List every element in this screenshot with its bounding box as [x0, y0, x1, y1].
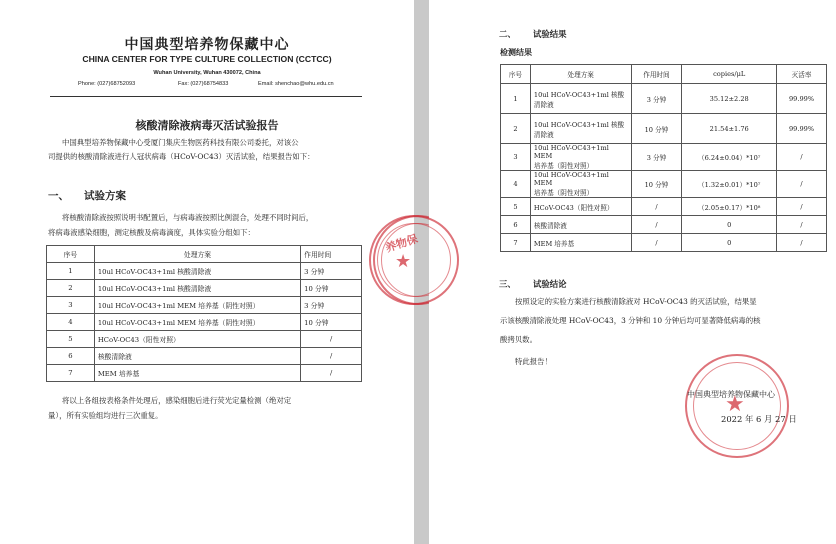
cell-line: 10ul HCoV-OC43+1ml MEM — [533, 144, 609, 160]
table-cell: 10 分钟 — [631, 114, 682, 144]
table-row — [47, 365, 362, 382]
table-cell: 0 — [682, 216, 777, 234]
cell-line: 10ul HCoV-OC43+1ml 核酸 — [533, 120, 625, 129]
table-header-cell: 序号 — [501, 65, 531, 84]
table-cell: / — [777, 234, 827, 252]
table-cell: 6 — [47, 348, 95, 365]
results-subheading: 检测结果 — [500, 48, 532, 57]
table-cell — [530, 84, 631, 114]
table-header-cell: 灭活率 — [777, 65, 827, 84]
table-cell: HCoV-OC43（阳性对照） — [530, 198, 631, 216]
table-cell: 核酸清除液 — [530, 216, 631, 234]
org-name-cn: 中国典型培养物保藏中心 — [124, 37, 290, 53]
report-page-2 — [429, 0, 836, 544]
official-seal-signature — [685, 354, 789, 458]
table-cell: 35.12±2.28 — [682, 84, 777, 114]
org-email: Email: shenchao@whu.edu.cn — [258, 81, 334, 87]
header-divider — [50, 96, 362, 97]
table-header-cell: 处理方案 — [530, 65, 631, 84]
table-header-cell: 作用时间 — [301, 246, 362, 263]
table-row — [501, 84, 827, 114]
table-cell: / — [777, 198, 827, 216]
table-cell: / — [777, 171, 827, 198]
org-phone: Phone: (027)68752093 — [78, 81, 136, 87]
table-cell: 10ul HCoV-OC43+1ml MEM 培养基（阴性对照） — [94, 314, 300, 331]
cell-line: 清除液 — [533, 130, 554, 139]
official-seal-right-half — [369, 215, 459, 305]
table-cell: / — [631, 216, 682, 234]
cell-line: 10ul HCoV-OC43+1ml MEM — [533, 171, 609, 187]
table-cell: 1 — [501, 84, 531, 114]
seal-text: 养物保 — [383, 232, 420, 255]
conclusion-line-1: 按照设定的实验方案进行核酸清除液对 HCoV-OC43 的灭活试验，结果显 — [515, 297, 757, 306]
section-3-heading: 试验结论 — [533, 279, 567, 289]
table-cell: 3 分钟 — [301, 297, 362, 314]
table-cell: 3 分钟 — [631, 84, 682, 114]
table-cell: 5 — [47, 331, 95, 348]
results-table — [500, 64, 827, 252]
org-address: Wuhan University, Wuhan 430072, China — [153, 70, 261, 76]
section-2-heading: 试验结果 — [533, 29, 567, 39]
table-cell: 5 — [501, 198, 531, 216]
table-row — [501, 114, 827, 144]
table-cell: 1 — [47, 263, 95, 280]
table-cell: 10 分钟 — [631, 171, 682, 198]
section-3-number: 三、 — [499, 279, 516, 289]
table-cell: 3 — [501, 144, 531, 171]
test-plan-table — [46, 245, 362, 382]
table-cell: 10ul HCoV-OC43+1ml MEM 培养基（阴性对照） — [94, 297, 300, 314]
table-cell: / — [631, 234, 682, 252]
table-row — [47, 348, 362, 365]
table-cell: 3 分钟 — [301, 263, 362, 280]
section-1-after-line-1: 将以上各组按表格条件处理后，感染细胞后进行荧光定量检测（绝对定 — [62, 396, 292, 405]
table-cell: MEM 培养基 — [94, 365, 300, 382]
table-cell: / — [301, 348, 362, 365]
org-fax: Fax: (027)68754833 — [178, 81, 229, 87]
table-cell: 10ul HCoV-OC43+1ml 核酸清除液 — [94, 280, 300, 297]
seal-star-icon: ★ — [725, 392, 745, 417]
seal-star-icon: ★ — [395, 251, 412, 272]
table-cell: （6.24±0.04）*10⁷ — [682, 144, 777, 171]
table-cell: 99.99% — [777, 114, 827, 144]
table-row — [47, 263, 362, 280]
table-row — [501, 144, 827, 171]
table-cell: 3 — [47, 297, 95, 314]
table-header-cell: 处理方案 — [94, 246, 300, 263]
table-header-cell: copies/μL — [682, 65, 777, 84]
table-row — [501, 171, 827, 198]
table-header-cell: 序号 — [47, 246, 95, 263]
table-cell: 6 — [501, 216, 531, 234]
table-cell — [530, 114, 631, 144]
table-cell: 7 — [47, 365, 95, 382]
table-cell: / — [777, 144, 827, 171]
table-cell: 核酸清除液 — [94, 348, 300, 365]
table-row — [47, 297, 362, 314]
table-cell: / — [777, 216, 827, 234]
table-row — [501, 198, 827, 216]
cell-line: 10ul HCoV-OC43+1ml 核酸 — [533, 90, 625, 99]
conclusion-line-3: 酸拷贝数。 — [500, 335, 537, 344]
table-header-cell: 作用时间 — [631, 65, 682, 84]
table-cell — [530, 171, 631, 198]
table-cell: 2 — [47, 280, 95, 297]
table-cell: 0 — [682, 234, 777, 252]
signature-org: 中国典型培养物保藏中心 — [687, 390, 775, 399]
cell-line: 培养基（阴性对照） — [533, 189, 594, 197]
table-row — [47, 314, 362, 331]
table-row — [47, 280, 362, 297]
conclusion-line-2: 示该核酸清除液处理 HCoV-OC43，3 分钟和 10 分钟后均可显著降低病毒的核 — [500, 316, 761, 325]
section-1-para-line-2: 将病毒液感染细胞，测定核酸及病毒滴度，具体实验分组如下： — [48, 228, 255, 237]
report-title: 核酸清除液病毒灭活试验报告 — [135, 119, 279, 132]
intro-line-1: 中国典型培养物保藏中心受厦门集庆生物医药科技有限公司委托，对该公 — [62, 138, 299, 147]
table-header-row — [47, 246, 362, 263]
section-1-heading: 试验方案 — [84, 190, 126, 202]
table-row — [501, 216, 827, 234]
table-cell: 2 — [501, 114, 531, 144]
intro-line-2: 司提供的核酸清除液进行人冠状病毒（HCoV-OC43）灭活试验，结果报告如下： — [48, 152, 315, 161]
table-cell: 10 分钟 — [301, 280, 362, 297]
table-cell: / — [301, 331, 362, 348]
table-cell: / — [631, 198, 682, 216]
section-1-para-line-1: 将核酸清除液按照说明书配置后，与病毒液按照比例混合，处理不同时间后， — [62, 213, 314, 222]
section-2-number: 二、 — [499, 29, 516, 39]
table-cell: （2.05±0.17）*10⁸ — [682, 198, 777, 216]
table-cell: 4 — [501, 171, 531, 198]
org-name-en: CHINA CENTER FOR TYPE CULTURE COLLECTION (CCTCC) — [82, 54, 332, 64]
signature-date: 2022 年 6 月 27 日 — [721, 414, 797, 424]
table-cell: MEM 培养基 — [530, 234, 631, 252]
table-cell — [530, 144, 631, 171]
table-cell: HCoV-OC43（阳性对照） — [94, 331, 300, 348]
table-cell: （1.32±0.01）*10⁷ — [682, 171, 777, 198]
table-cell: / — [301, 365, 362, 382]
closing-text: 特此报告！ — [515, 357, 552, 366]
table-cell: 99.99% — [777, 84, 827, 114]
table-cell: 10 分钟 — [301, 314, 362, 331]
table-cell: 21.54±1.76 — [682, 114, 777, 144]
table-header-row — [501, 65, 827, 84]
section-1-after-line-2: 量），所有实验组均进行三次重复。 — [48, 411, 163, 420]
section-1-number: 一、 — [48, 190, 69, 202]
cell-line: 培养基（阴性对照） — [533, 162, 594, 170]
table-row — [47, 331, 362, 348]
table-cell: 7 — [501, 234, 531, 252]
table-cell: 4 — [47, 314, 95, 331]
table-row — [501, 234, 827, 252]
table-cell: 10ul HCoV-OC43+1ml 核酸清除液 — [94, 263, 300, 280]
cell-line: 清除液 — [533, 100, 554, 109]
table-cell: 3 分钟 — [631, 144, 682, 171]
